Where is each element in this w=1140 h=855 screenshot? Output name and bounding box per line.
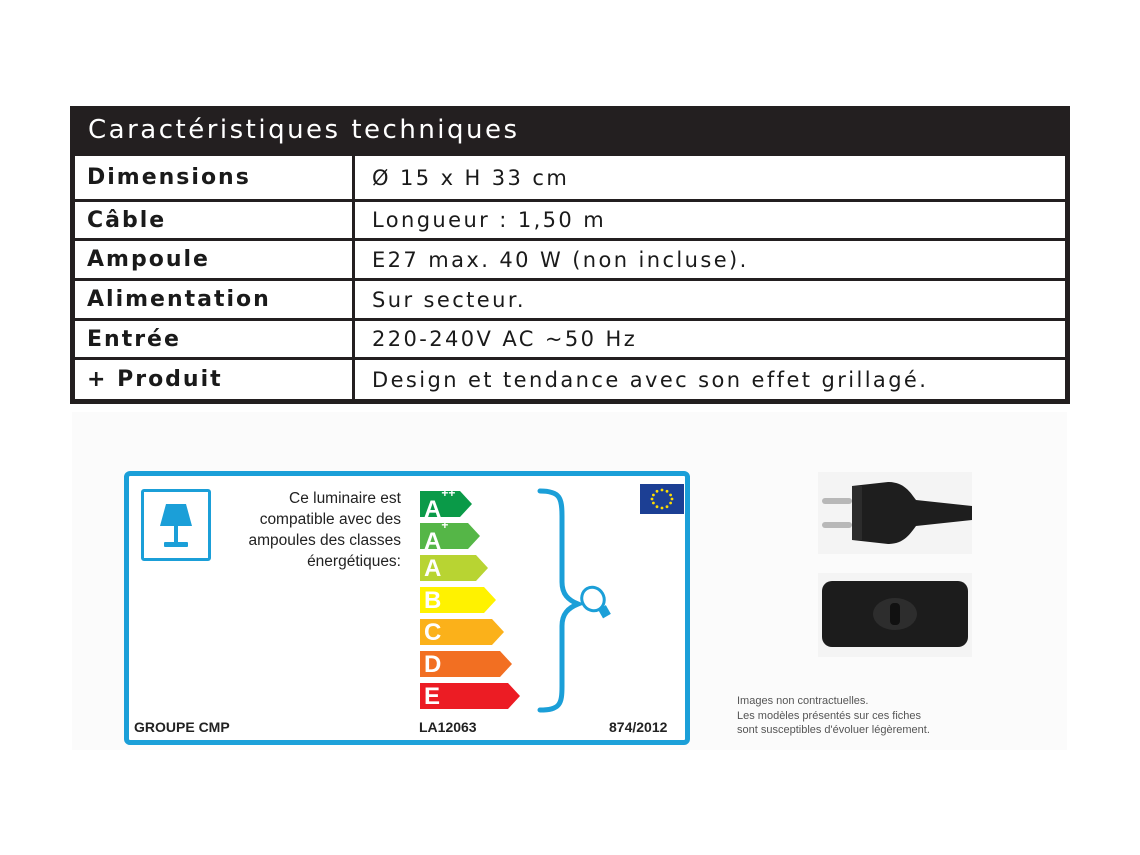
class-letter: B — [424, 587, 442, 614]
energy-class-d — [420, 651, 514, 677]
spec-divider — [352, 321, 355, 357]
disclaimer-text — [737, 694, 930, 738]
class-sup: + — [441, 518, 449, 532]
switch-image — [818, 573, 972, 657]
spec-label: Dimensions — [87, 165, 251, 190]
class-letter: D — [424, 651, 442, 678]
spec-label: Alimentation — [87, 287, 271, 312]
class-letter: A — [424, 496, 442, 523]
energy-class-b — [420, 587, 498, 613]
spec-row-alimentation — [75, 281, 1065, 318]
energy-label — [124, 471, 690, 745]
spec-divider — [352, 281, 355, 318]
spec-label: Câble — [87, 207, 167, 233]
plug-image — [818, 472, 972, 554]
spec-divider — [352, 360, 355, 399]
supplier-name: GROUPE CMP — [134, 719, 230, 735]
spec-label: + Produit — [87, 367, 223, 392]
energy-text-line: énergétiques: — [307, 553, 401, 570]
spec-value: Sur secteur. — [372, 287, 527, 312]
disclaimer-line: Images non contractuelles. — [737, 695, 869, 707]
spec-value: Longueur : 1,50 m — [372, 208, 607, 232]
model-number: LA12063 — [419, 719, 477, 735]
energy-text-line: ampoules des classes — [248, 532, 401, 549]
energy-class-a-plus-plus — [420, 486, 474, 523]
spec-label: Entrée — [87, 326, 181, 352]
energy-class-a-plus — [420, 518, 482, 555]
spec-label: Ampoule — [87, 247, 210, 272]
spec-table-title: Caractéristiques techniques — [88, 115, 520, 145]
regulation-number: 874/2012 — [609, 719, 668, 735]
class-letter: A — [424, 528, 442, 555]
spec-divider — [352, 156, 355, 199]
spec-value: Ø 15 x H 33 cm — [372, 165, 570, 190]
spec-value: E27 max. 40 W (non incluse). — [372, 247, 749, 272]
spec-divider — [352, 241, 355, 278]
spec-row-entree — [75, 321, 1065, 357]
energy-class-a — [420, 555, 490, 581]
class-letter: E — [424, 683, 441, 710]
lamp-icon — [141, 489, 211, 561]
bracket-bulb-icon — [534, 486, 624, 716]
class-letter: C — [424, 619, 442, 646]
spec-row-cable — [75, 202, 1065, 238]
energy-text-line: compatible avec des — [259, 511, 401, 528]
energy-text-line: Ce luminaire est — [289, 490, 401, 507]
spec-row-dimensions — [75, 156, 1065, 199]
spec-value: 220-240V AC ~50 Hz — [372, 327, 638, 351]
spec-value: Design et tendance avec son effet grillagé. — [372, 367, 929, 392]
spec-row-produit — [75, 360, 1065, 399]
energy-label-text — [221, 488, 401, 572]
energy-class-c — [420, 619, 506, 645]
disclaimer-line: sont susceptibles d'évoluer légèrement. — [737, 724, 930, 736]
energy-class-e — [420, 683, 522, 709]
class-letter: A — [424, 555, 442, 582]
eu-flag-icon — [640, 484, 684, 514]
spec-row-ampoule — [75, 241, 1065, 278]
disclaimer-line: Les modèles présentés sur ces fiches — [737, 709, 922, 722]
class-sup: ++ — [441, 486, 456, 500]
spec-table — [70, 106, 1070, 404]
spec-divider — [352, 202, 355, 238]
